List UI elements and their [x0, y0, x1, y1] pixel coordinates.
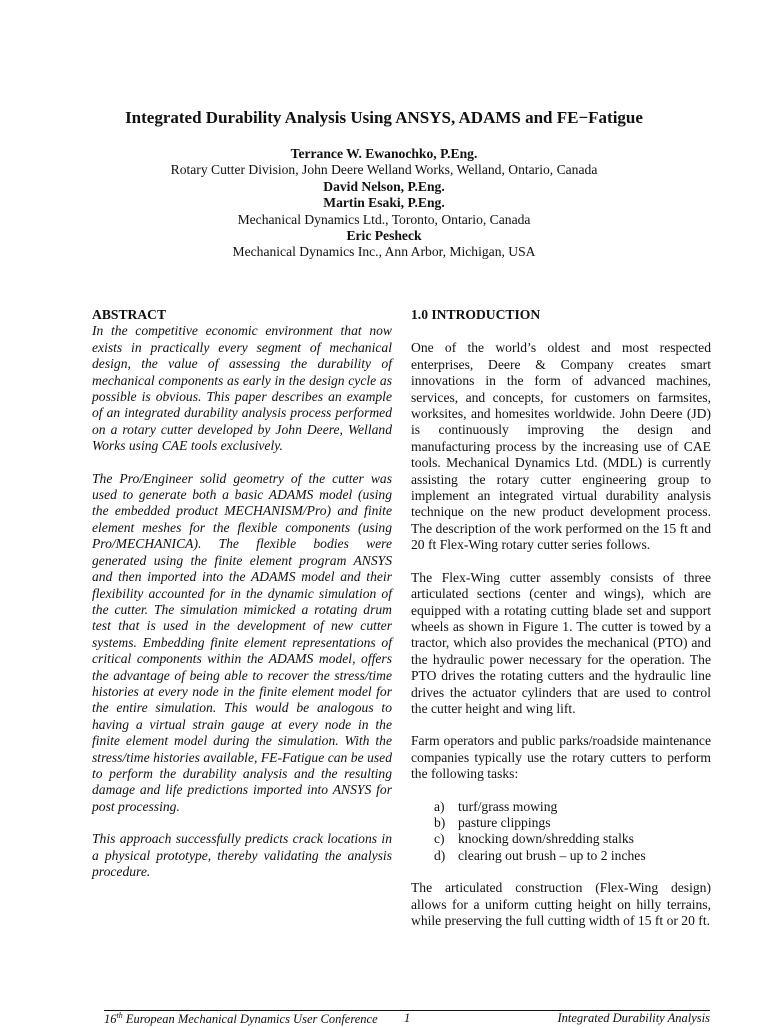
author-affiliation: Mechanical Dynamics Ltd., Toronto, Ontario, Canada [237, 211, 531, 227]
author-name: Eric Pesheck [346, 228, 422, 244]
list-marker: b) [434, 814, 446, 830]
author-name: Martin Esaki, P.Eng. [323, 195, 445, 211]
footer-conference-name: European Mechanical Dynamics User Conference [122, 1012, 378, 1027]
footer-conference [104, 1011, 378, 1027]
intro-paragraph: Farm operators and public parks/roadside maintenance companies typically use the rotary cutters to perform the following tasks: [411, 733, 711, 782]
abstract-paragraph: This approach successfully predicts crack locations in a physical prototype, thereby validating the analysis procedure. [92, 831, 392, 879]
list-marker: a) [434, 798, 445, 814]
paper-title: Integrated Durability Analysis Using ANSYS, ADAMS and FE−Fatigue [125, 108, 643, 127]
abstract-column [92, 307, 392, 896]
abstract-paragraph: In the competitive economic environment that now exists in practically every segment of mechanical design, the value of assessing the durability of mechanical components as early in the design cycle as possible is obvious. This paper describes an example of an integrated durability analysis process performed on a rotary cutter developed by John Deere, Welland Works using CAE tools exclusively. [92, 323, 392, 454]
list-text: turf/grass mowing [458, 798, 558, 814]
intro-paragraph: One of the world’s oldest and most respected enterprises, Deere & Company creates smart innovations in the form of advanced machines, services, and concepts, for customers on farmsites, worksites, and homesites worldwide. John Deere (JD) is continuously improving the design and manufacturing process by the increasing use of CAE tools. Mechanical Dynamics Ltd. (MDL) is currently assisting the rotary cutter engineering group to implement an integrated virtual durability analysis technique on the new product development process. The description of the work performed on the 15 ft and 20 ft Flex-Wing rotary cutter series follows. [411, 340, 711, 553]
list-text: knocking down/shredding stalks [458, 831, 634, 847]
author-name: Terrance W. Ewanochko, P.Eng. [290, 146, 478, 161]
intro-paragraph: The Flex-Wing cutter assembly consists of three articulated sections (center and wings), which are equipped with a rotating cutting blade set and support wheels as shown in Figure 1. The cutter is towed by a tractor, which also provides the mechanical (PTO) and the hydraulic power necessary for the operation. The PTO drives the rotating cutters and the hydraulic line drives the actuator cylinders that are used to control the cutter height and wing lift. [411, 569, 711, 716]
list-item [434, 799, 711, 815]
abstract-heading: ABSTRACT [92, 307, 167, 322]
page-number: 1 [404, 1011, 411, 1025]
author-affiliation: Mechanical Dynamics Inc., Ann Arbor, Michigan, USA [232, 244, 536, 260]
introduction-column [411, 307, 711, 945]
list-item [434, 831, 711, 847]
list-item [434, 848, 711, 864]
list-text: pasture clippings [458, 814, 551, 830]
author-name: David Nelson, P.Eng. [323, 178, 445, 194]
abstract-paragraph: The Pro/Engineer solid geometry of the cutter was used to generate both a basic ADAMS model (using the embedded product MECHANISM/Pro) and finite element meshes for the flexible components (using Pro/MECHANICA). The flexible bodies were generated using the finite element program ANSYS and then imported into the ADAMS model and their flexibility accounted for in the dynamic simulation of the cutter. The simulation mimicked a rotating drum test that is used in the development of new cutter systems. Embedding finite element representations of critical components within the ADAMS model, offers the advantage of being able to recover the stress/time histories at every node in the finite element model for the entire simulation. This would be analogous to having a virtual strain gauge at every node in the finite element model during the simulation. With the stress/time histories available, FE-Fatigue can be used to perform the durability analysis and the resulting damage and life predictions imported into ANSYS for post processing. [92, 470, 392, 814]
task-list [411, 799, 711, 865]
author-block [0, 146, 768, 261]
list-text: clearing out brush – up to 2 inches [458, 847, 646, 863]
footer-ordinal: 16 [104, 1012, 117, 1027]
list-item [434, 815, 711, 831]
introduction-heading: 1.0 INTRODUCTION [411, 307, 541, 322]
list-marker: d) [434, 847, 446, 863]
intro-paragraph: The articulated construction (Flex-Wing design) allows for a uniform cutting height on hilly terrains, while preserving the full cutting width of 15 ft or 20 ft. [411, 880, 711, 928]
footer-ordinal-suffix: th [116, 1011, 123, 1020]
author-affiliation: Rotary Cutter Division, John Deere Welland Works, Welland, Ontario, Canada [170, 162, 598, 178]
list-marker: c) [434, 831, 445, 847]
footer-short-title: Integrated Durability Analysis [557, 1011, 710, 1025]
